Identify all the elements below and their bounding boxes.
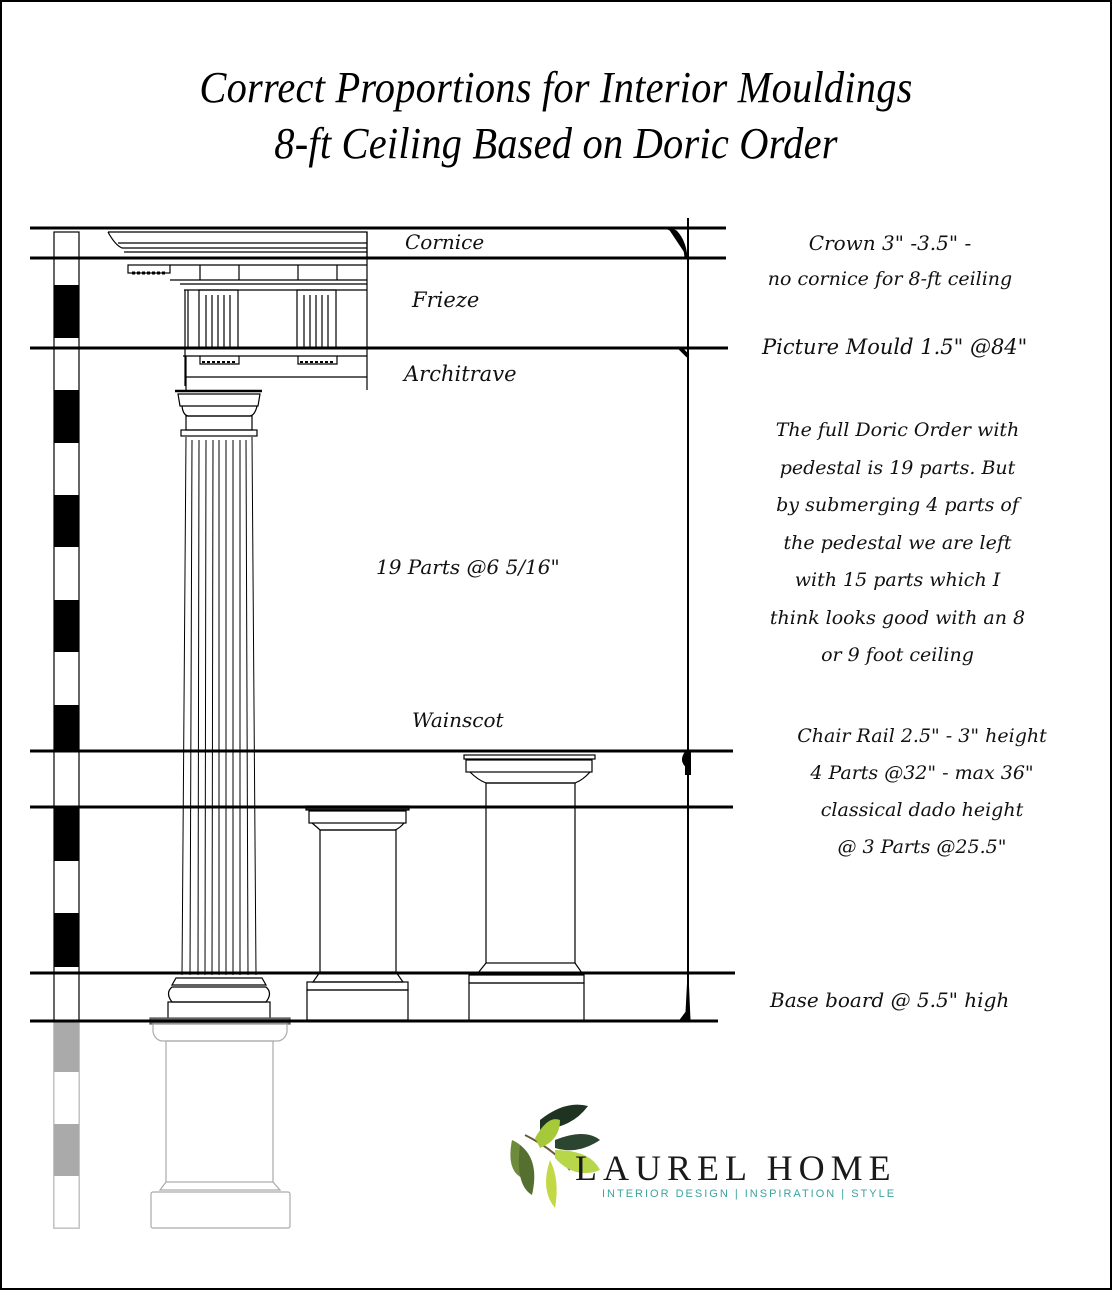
note-chair-rail-line-4: @ 3 Parts @25.5" bbox=[837, 836, 1007, 858]
note-doric-line-1: The full Doric Order with bbox=[775, 419, 1020, 441]
label-frieze: Frieze bbox=[412, 288, 480, 312]
note-chair-rail-line-1: Chair Rail 2.5" - 3" height bbox=[797, 725, 1047, 747]
label-19-parts: 19 Parts @6 5/16" bbox=[376, 555, 560, 579]
note-crown-line-1: Crown 3" -3.5" - bbox=[808, 231, 972, 255]
label-cornice: Cornice bbox=[405, 230, 485, 254]
label-architrave: Architrave bbox=[404, 362, 517, 386]
note-chair-rail-line-3: classical dado height bbox=[820, 799, 1024, 821]
logo-tagline: INTERIOR DESIGN | INSPIRATION | STYLE bbox=[602, 1188, 897, 1200]
logo-wordmark: LAUREL HOME bbox=[575, 1148, 897, 1188]
note-crown-line-2: no cornice for 8-ft ceiling bbox=[767, 268, 1013, 290]
note-doric-line-2: pedestal is 19 parts. But bbox=[779, 456, 1016, 479]
note-doric-line-3: by submerging 4 parts of bbox=[776, 494, 1019, 516]
note-picture-mould: Picture Mould 1.5" @84" bbox=[762, 335, 1028, 359]
note-baseboard: Base board @ 5.5" high bbox=[770, 988, 1010, 1012]
note-chair-rail-line-2: 4 Parts @32" - max 36" bbox=[810, 762, 1034, 784]
note-doric-line-6: think looks good with an 8 bbox=[769, 606, 1026, 629]
title-line-2: 8-ft Ceiling Based on Doric Order bbox=[274, 119, 838, 168]
label-wainscot: Wainscot bbox=[412, 708, 504, 732]
note-doric-line-7: or 9 foot ceiling bbox=[821, 644, 974, 666]
title-line-1: Correct Proportions for Interior Mouldings bbox=[199, 63, 913, 112]
note-doric-line-4: the pedestal we are left bbox=[783, 531, 1012, 554]
note-doric-line-5: with 15 parts which I bbox=[794, 569, 1001, 591]
